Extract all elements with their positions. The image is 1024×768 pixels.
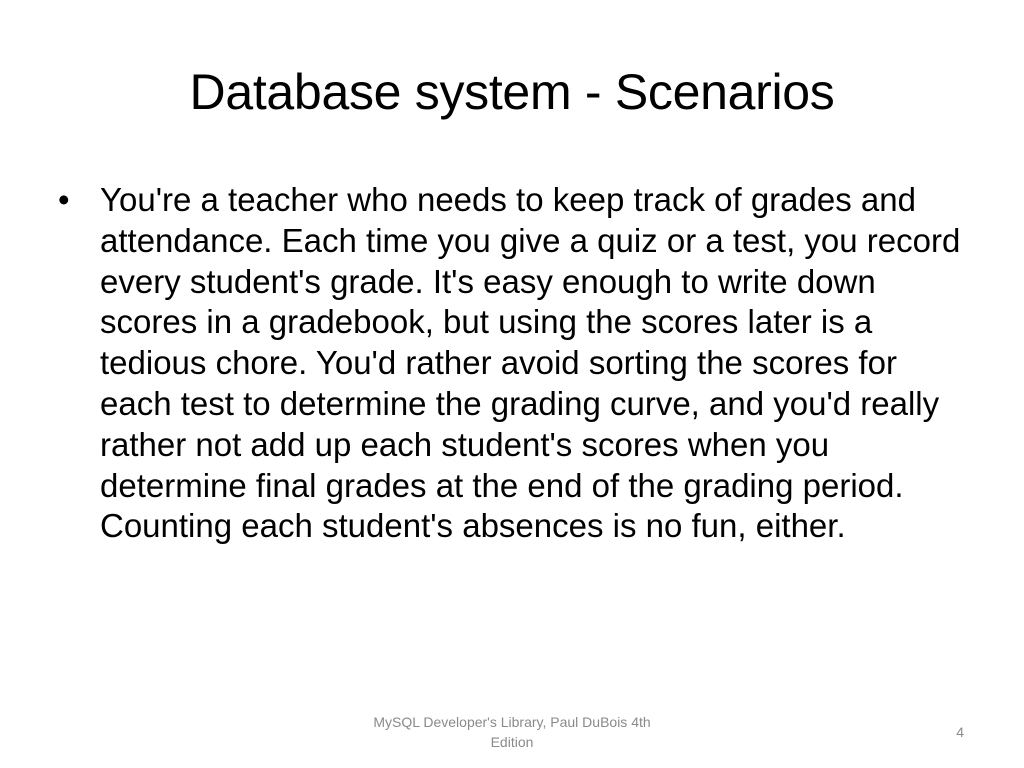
bullet-list xyxy=(58,180,963,547)
list-item xyxy=(58,180,963,547)
bullet-icon: • xyxy=(58,181,70,218)
slide-title: Database system - Scenarios xyxy=(189,64,835,120)
slide-number: 4 xyxy=(956,724,964,740)
bullet-text: You're a teacher who needs to keep track of grades and attendance. Each time you give a quiz or a test, you record every student's grade. It's easy enough to write down scores in a gradebook, but using the scores later is a tedious chore. You'd rather avoid sorting the scores for each test to determine the grading curve, and you'd really rather not add up each student's scores when you determine final grades at the end of the grading period. Counting each student's absences is no fun, either. xyxy=(100,181,961,545)
footer-source: MySQL Developer's Library, Paul DuBois 4th Edition xyxy=(373,714,651,750)
